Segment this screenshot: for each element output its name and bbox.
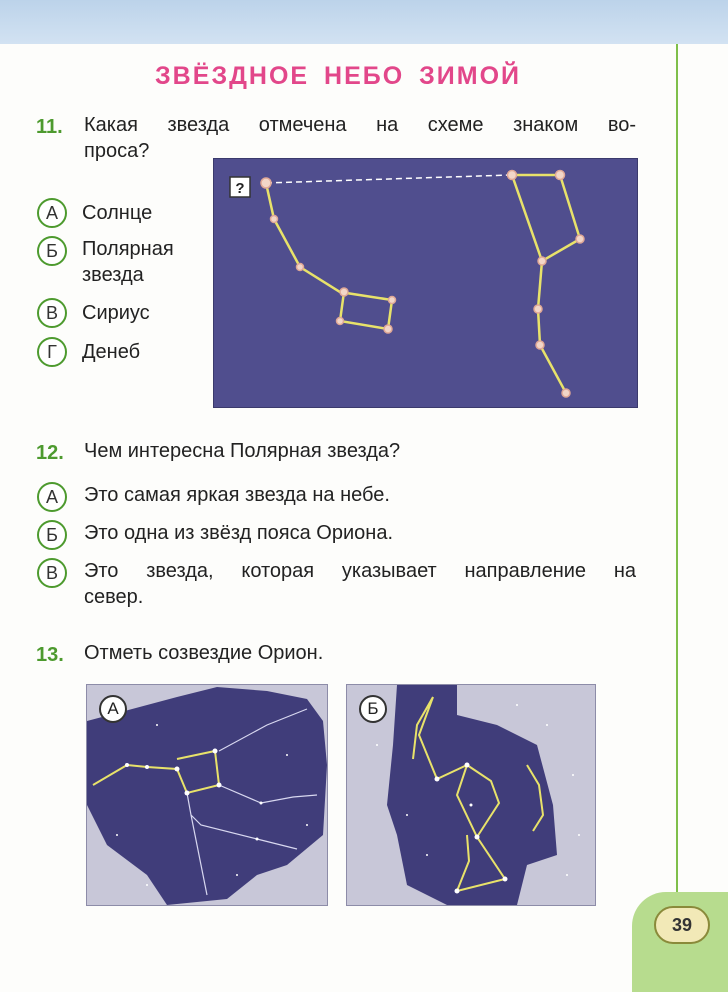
q11-option-b-text: Полярная [82, 238, 174, 260]
q11-option-a-circle[interactable]: А [37, 198, 67, 228]
star [376, 744, 378, 746]
star [286, 754, 288, 756]
q12-option-c-circle[interactable]: В [37, 558, 67, 588]
margin-line [676, 44, 678, 904]
star [256, 838, 259, 841]
star [470, 804, 473, 807]
q12-option-b-text: Это одна из звёзд пояса Ориона. [84, 522, 394, 544]
star [297, 264, 304, 271]
star [435, 777, 440, 782]
q12-option-a-circle[interactable]: А [37, 482, 67, 512]
star [536, 341, 544, 349]
star [389, 297, 396, 304]
star [546, 724, 548, 726]
q11-option-c-text: Сириус [82, 302, 150, 324]
sky-region-b [387, 685, 557, 905]
star [340, 288, 348, 296]
sky-region-a [87, 687, 327, 905]
q12-option-a-text: Это самая яркая звезда на небе. [84, 484, 390, 506]
pointer-line [266, 175, 510, 183]
star [384, 325, 392, 333]
q11-option-d-circle[interactable]: Г [37, 337, 67, 367]
star [213, 749, 218, 754]
star [578, 834, 580, 836]
star [576, 235, 584, 243]
q11-option-b-circle[interactable]: Б [37, 236, 67, 266]
q11-option-c-circle[interactable]: В [37, 298, 67, 328]
star [475, 835, 480, 840]
star [156, 724, 158, 726]
q12-option-b-circle[interactable]: Б [37, 520, 67, 550]
star [175, 767, 180, 772]
q11-option-a-text: Солнце [82, 202, 153, 224]
star [516, 704, 518, 706]
q12-option-c-text: Это звезда, которая указывает направление на [84, 560, 636, 582]
star [426, 854, 428, 856]
q11-option-d-text: Денеб [82, 341, 141, 363]
page-number: 39 [654, 906, 710, 944]
little-dipper-line [266, 183, 392, 329]
question-13-text: Отметь созвездие Орион. [84, 642, 324, 664]
star [185, 791, 190, 796]
star [455, 889, 460, 894]
star [503, 877, 508, 882]
star [534, 305, 542, 313]
star [465, 763, 470, 768]
question-11-text-line1: Какая звезда отмечена на схеме знаком во- [84, 114, 636, 136]
stars [261, 171, 584, 398]
q11-option-b-text-line2: звезда [82, 264, 144, 286]
panel-b-label: Б [359, 695, 387, 723]
star [145, 765, 149, 769]
question-11-text-line2: проса? [84, 140, 150, 162]
star [236, 874, 238, 876]
page-header-band [0, 0, 728, 44]
q12-option-c-text-line2: север. [84, 586, 144, 608]
star [566, 874, 568, 876]
star [306, 824, 308, 826]
question-12-text: Чем интересна Полярная звезда? [84, 440, 401, 462]
star [146, 884, 148, 886]
star [217, 783, 222, 788]
star-question [261, 178, 271, 188]
big-dipper-diagram [213, 158, 638, 408]
question-13-number: 13. [36, 644, 64, 666]
star-chart [214, 159, 637, 407]
star [271, 216, 278, 223]
constellation-panel-b[interactable] [346, 684, 596, 906]
star [116, 834, 118, 836]
question-mark: ? [235, 180, 245, 197]
star [556, 171, 565, 180]
big-dipper-line-2 [512, 175, 542, 261]
star [125, 763, 129, 767]
question-12-number: 12. [36, 442, 64, 464]
star [508, 171, 517, 180]
star [572, 774, 574, 776]
star [562, 389, 570, 397]
constellation-chart-b [347, 685, 595, 905]
page-title: ЗВЁЗДНОЕ НЕБО ЗИМОЙ [155, 62, 521, 90]
star [406, 814, 408, 816]
star [260, 802, 263, 805]
question-11-number: 11. [36, 116, 63, 138]
panel-a-label: А [99, 695, 127, 723]
star [337, 318, 344, 325]
constellation-panel-a[interactable] [86, 684, 328, 906]
star [538, 257, 546, 265]
